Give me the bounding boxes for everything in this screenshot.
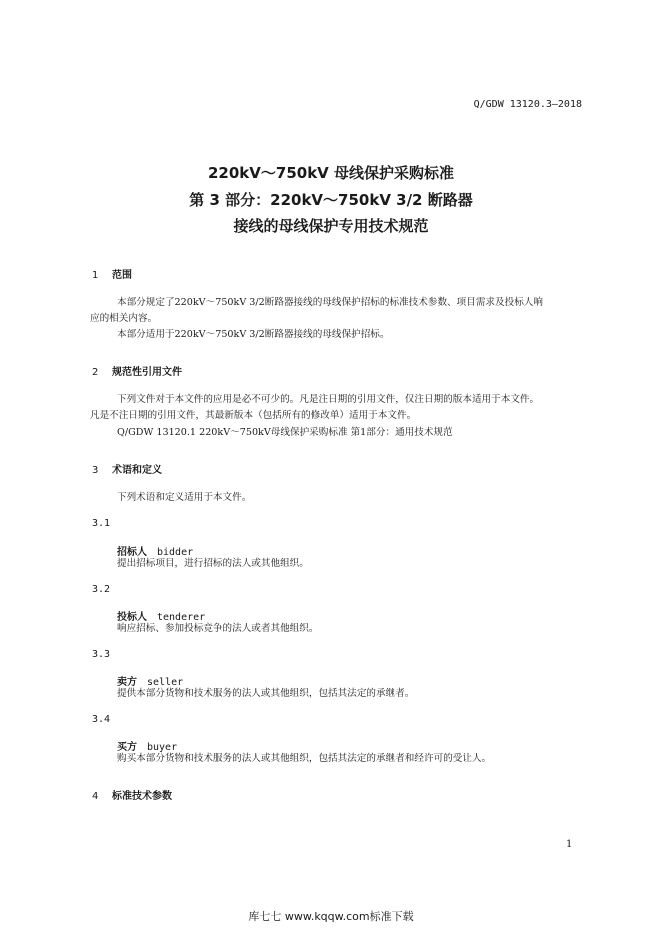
section-number: 2	[92, 367, 99, 378]
section-4-heading	[92, 787, 172, 802]
section-title: 标准技术参数	[112, 791, 172, 802]
term-number: 3.2	[92, 584, 111, 595]
term-chinese: 招标人	[117, 547, 147, 558]
page-number: 1	[566, 839, 573, 850]
footer-watermark-link[interactable]: 库七七 www.kqqw.com标准下载	[248, 910, 414, 923]
section-2-reference: Q/GDW 13120.1 220kV～750kV母线保护采购标准 第1部分：通用技术规范	[117, 427, 453, 438]
term-chinese: 买方	[117, 742, 137, 753]
section-number: 3	[92, 465, 99, 476]
section-number: 1	[92, 270, 99, 281]
term-number: 3.3	[92, 649, 111, 660]
term-definition: 响应招标、参加投标竞争的法人或者其他组织。	[117, 623, 319, 634]
term-english: tenderer	[157, 612, 206, 623]
term-definition: 提供本部分货物和技术服务的法人或其他组织，包括其法定的承继者。	[117, 688, 415, 699]
section-title: 范围	[112, 270, 132, 281]
section-2-paragraph-1: 下列文件对于本文件的应用是必不可少的。凡是注日期的引用文件，仅注日期的版本适用于本文件。	[117, 394, 540, 405]
section-title: 术语和定义	[112, 465, 162, 476]
term-english: seller	[147, 677, 184, 688]
term-english: buyer	[147, 742, 178, 753]
section-1-paragraph-1: 本部分规定了220kV～750kV 3/2断路器接线的母线保护招标的标准技术参数、项目需求及投标人响	[117, 297, 543, 308]
term-chinese: 投标人	[117, 612, 147, 623]
term-definition: 购买本部分货物和技术服务的法人或其他组织，包括其法定的承继者和经许可的受让人。	[117, 753, 492, 764]
term-definition: 提出招标项目，进行招标的法人或其他组织。	[117, 558, 309, 569]
term-english: bidder	[157, 547, 194, 558]
section-2-paragraph-1-cont: 凡是不注日期的引用文件，其最新版本（包括所有的修改单）适用于本文件。	[90, 410, 417, 421]
section-title: 规范性引用文件	[112, 367, 182, 378]
section-2-heading	[92, 363, 182, 378]
section-1-heading	[92, 266, 132, 281]
document-code: Q/GDW 13120.3—2018	[473, 99, 582, 110]
section-3-intro: 下列术语和定义适用于本文件。	[117, 492, 252, 503]
section-1-paragraph-2: 本部分适用于220kV～750kV 3/2断路器接线的母线保护招标。	[117, 329, 390, 340]
section-3-heading	[92, 461, 162, 476]
section-number: 4	[92, 791, 99, 802]
term-number: 3.4	[92, 714, 111, 725]
term-number: 3.1	[92, 518, 111, 529]
document-title-line-2: 第 3 部分：220kV～750kV 3/2 断路器	[189, 191, 473, 209]
document-title-line-3: 接线的母线保护专用技术规范	[233, 217, 429, 235]
document-title-line-1: 220kV～750kV 母线保护采购标准	[207, 164, 454, 182]
term-chinese: 卖方	[117, 677, 137, 688]
section-1-paragraph-1-cont: 应的相关内容。	[90, 313, 158, 324]
